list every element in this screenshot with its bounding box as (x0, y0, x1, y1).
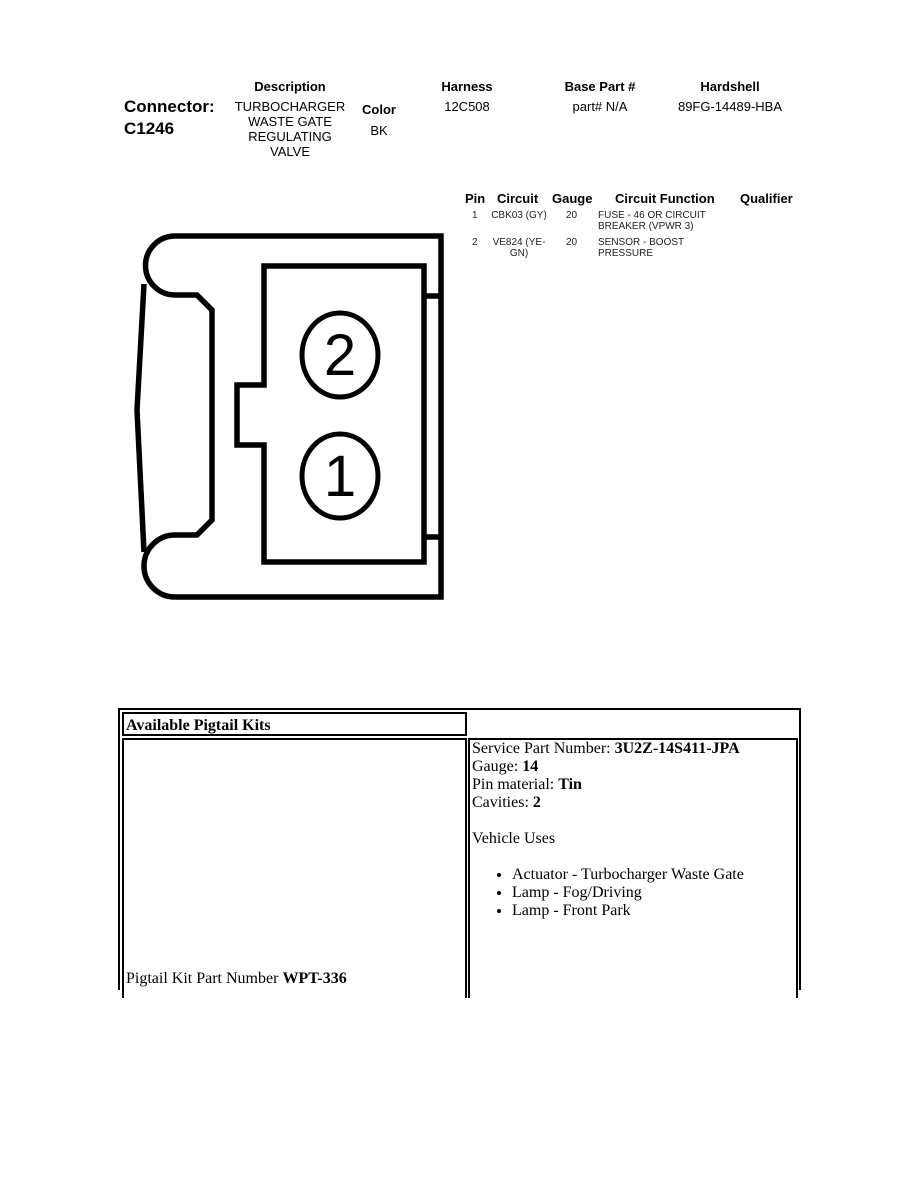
cavity-1-label: 1 (323, 444, 357, 509)
pin-material-line (472, 776, 796, 794)
vehicle-uses-label: Vehicle Uses (472, 830, 556, 847)
pin-material-value: Tin (558, 776, 582, 793)
kit-part-number: WPT-336 (282, 970, 347, 987)
housing-top-bump (144, 236, 212, 597)
function-line: BREAKER (VPWR 3) (598, 221, 694, 232)
pigtail-header-cell (122, 712, 467, 736)
circuit-line: GN) (509, 248, 529, 259)
connector-id: C1246 (124, 119, 175, 138)
vehicle-uses-list (472, 866, 796, 920)
circuit-line: VE824 (YE- (492, 237, 546, 248)
description-line: TURBOCHARGER (234, 99, 346, 114)
description-line: REGULATING (248, 129, 332, 144)
pigtail-kit-cell (122, 738, 467, 998)
list-item: • Lamp - Front Park (512, 902, 796, 920)
housing-outline (175, 236, 441, 597)
service-part-cell (468, 738, 798, 998)
description-line: WASTE GATE (248, 114, 332, 129)
pin-number: 2 (472, 237, 478, 248)
pin-material-label: Pin material: (472, 776, 555, 793)
qualifier-col-header: Qualifier (740, 191, 793, 206)
kit-part-label: Pigtail Kit Part Number (126, 970, 279, 987)
circuit-col-header: Circuit (497, 191, 539, 206)
function-col-header: Circuit Function (615, 191, 715, 206)
color-value: BK (370, 123, 388, 138)
pin-number: 1 (472, 210, 478, 221)
connector-label-text: Connector: (124, 97, 215, 116)
pigtail-title: Available Pigtail Kits (126, 717, 271, 734)
function-line: SENSOR - BOOST (598, 237, 685, 248)
gauge-value: 20 (566, 237, 578, 248)
cavities-label: Cavities: (472, 794, 529, 811)
pin-col-header: Pin (465, 191, 486, 206)
gauge-label: Gauge: (472, 758, 519, 775)
housing-left-wall (137, 284, 144, 552)
service-part-number: 3U2Z-14S411-JPA (614, 740, 740, 757)
list-item: • Actuator - Turbocharger Waste Gate (512, 866, 796, 884)
harness-header: Harness (441, 79, 493, 94)
cavity-2-label: 2 (323, 323, 357, 388)
gauge-value: 14 (522, 758, 539, 775)
hardshell-header: Hardshell (700, 79, 760, 94)
cavities-value: 2 (532, 794, 541, 811)
gauge-value: 20 (566, 210, 578, 221)
pigtail-kit-part (126, 970, 347, 988)
harness-value: 12C508 (444, 99, 490, 114)
description-header: Description (254, 79, 326, 94)
color-header: Color (362, 102, 396, 117)
gauge-line (472, 758, 796, 776)
description-line: VALVE (270, 144, 310, 159)
cavities-line (472, 794, 796, 812)
list-item: • Lamp - Fog/Driving (512, 884, 796, 902)
gauge-col-header: Gauge (552, 191, 593, 206)
base-part-header: Base Part # (564, 79, 636, 94)
circuit-line: CBK03 (GY) (491, 210, 547, 221)
base-part-value: part# N/A (572, 99, 628, 114)
function-line: FUSE - 46 OR CIRCUIT (598, 210, 706, 221)
service-part-line (472, 740, 796, 758)
function-line: PRESSURE (598, 248, 654, 259)
service-part-label: Service Part Number: (472, 740, 611, 757)
hardshell-value: 89FG-14489-HBA (677, 99, 783, 114)
